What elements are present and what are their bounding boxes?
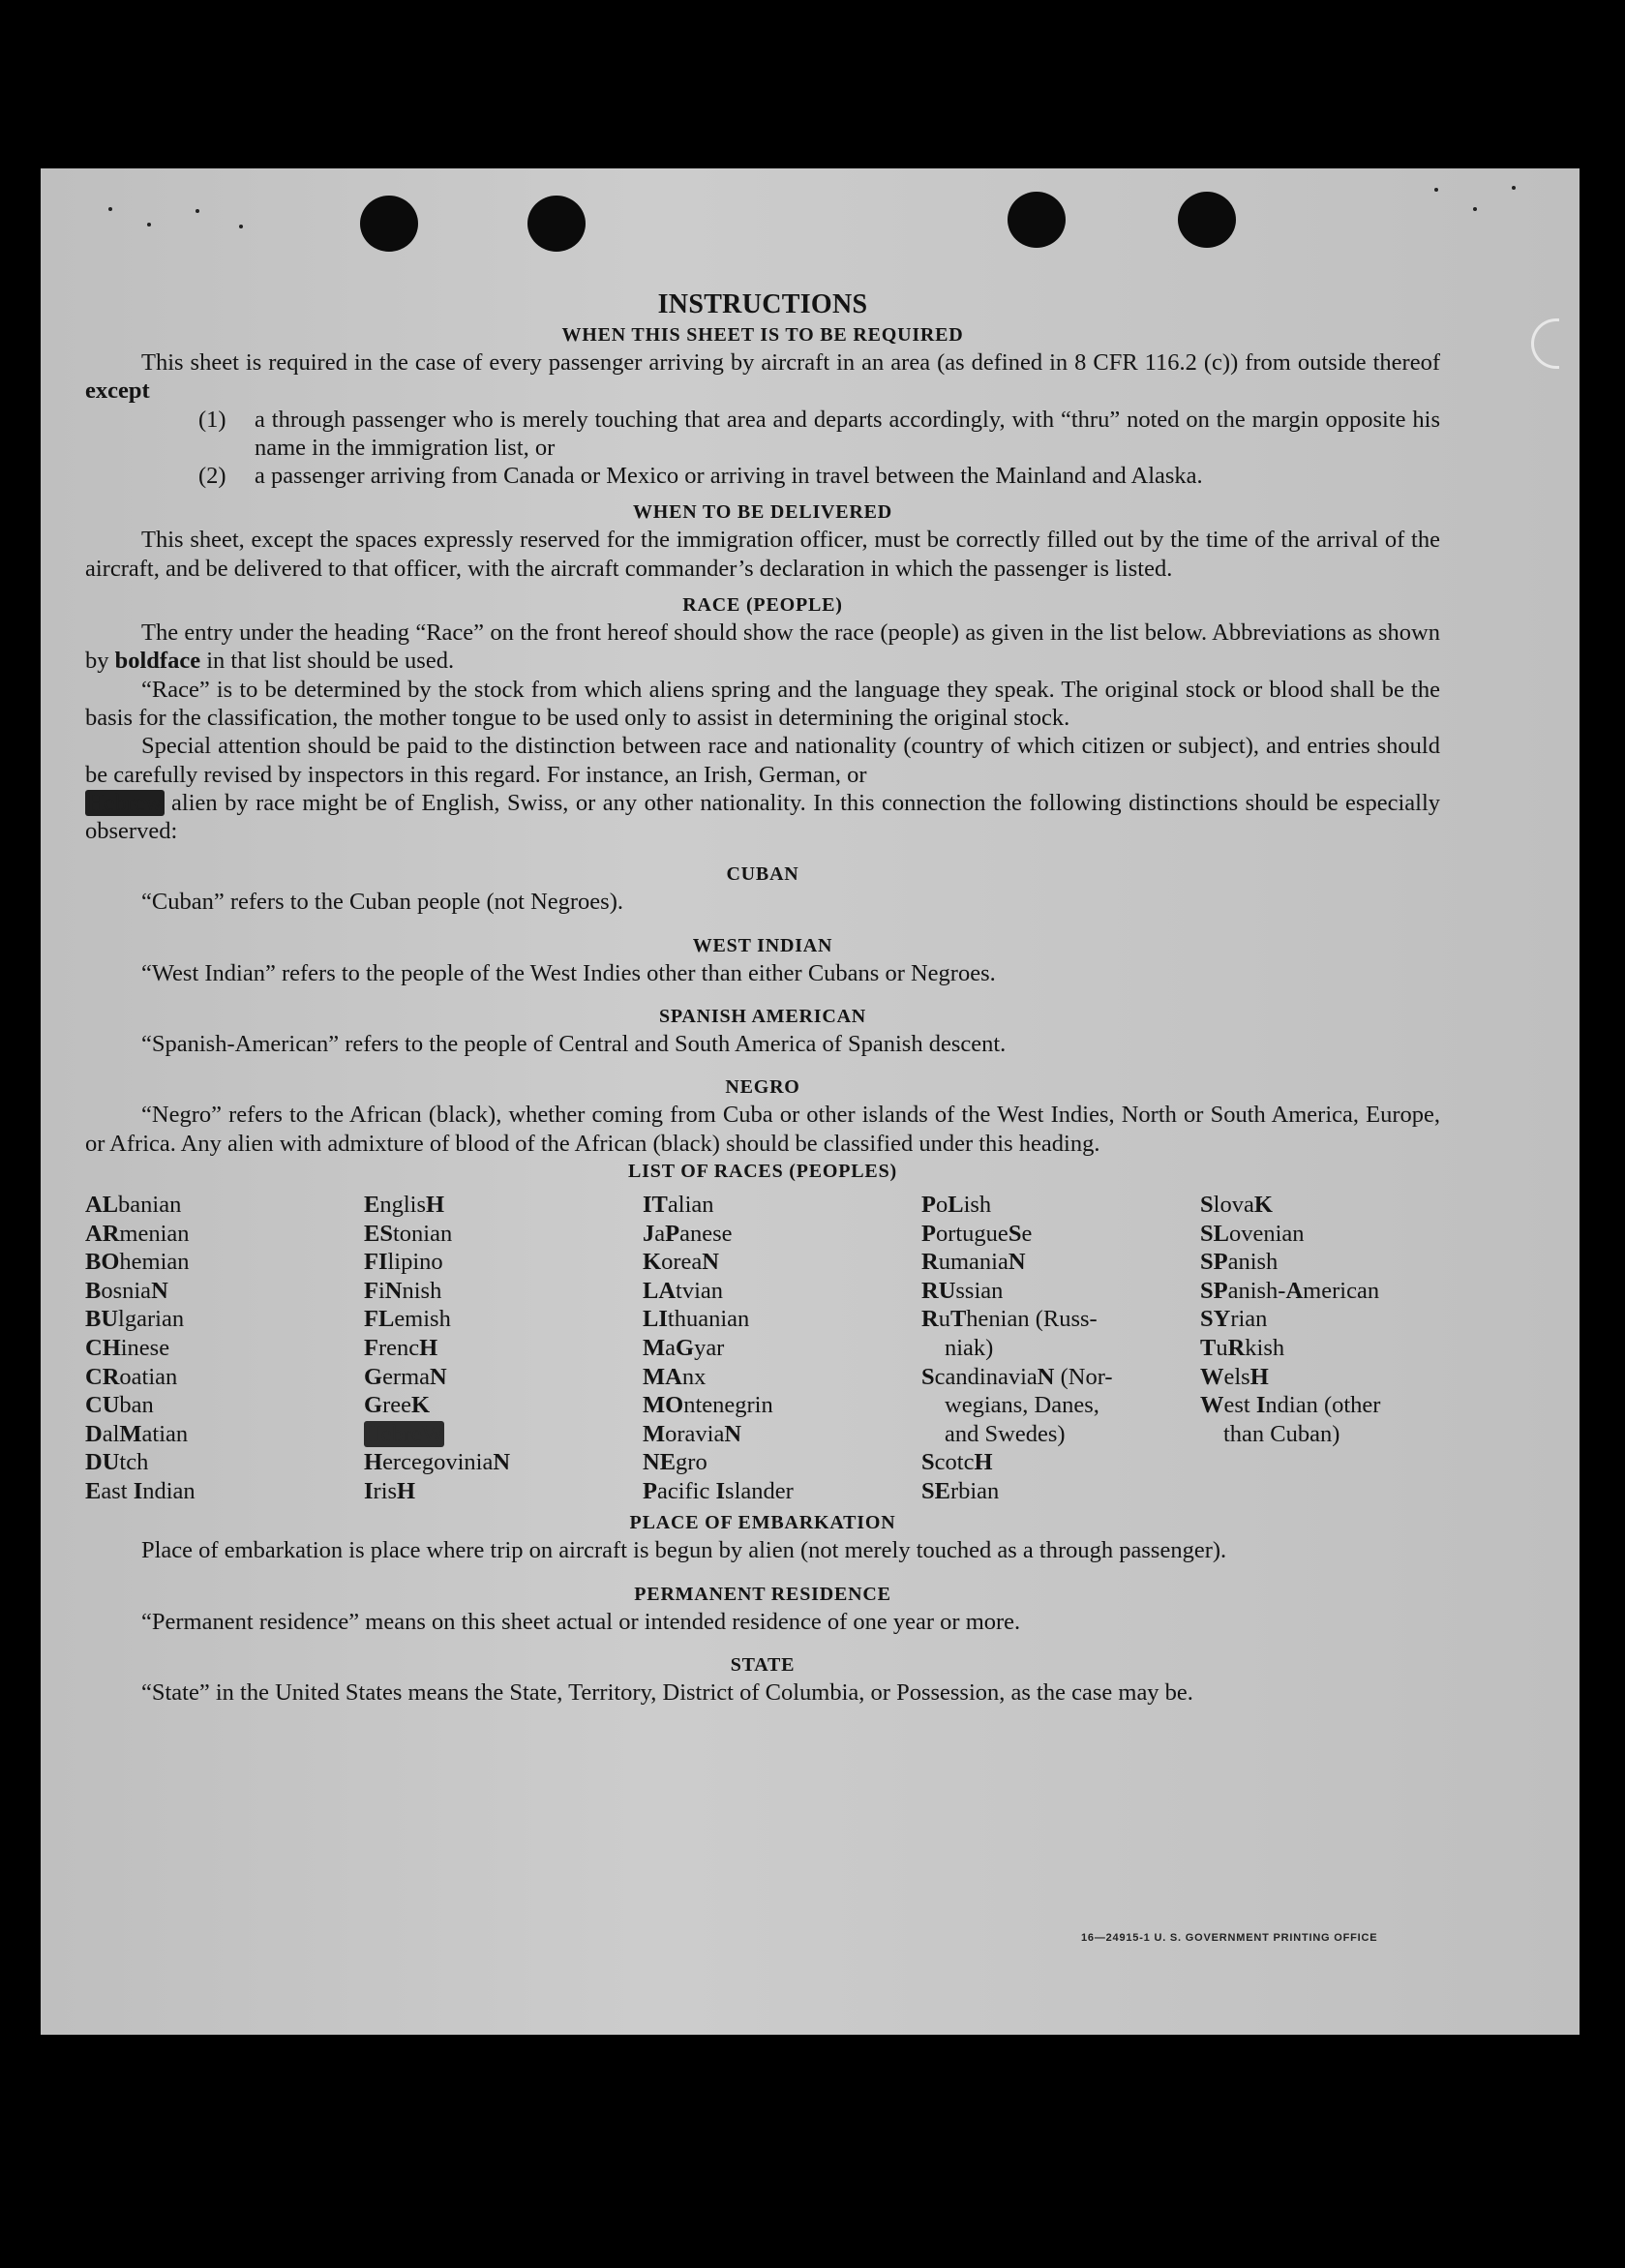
race-entry xyxy=(643,1448,921,1477)
race-text: i xyxy=(377,1277,385,1304)
race-abbrev: CR xyxy=(85,1363,120,1390)
race-entry xyxy=(364,1220,643,1249)
race-abbrev: IT xyxy=(643,1191,668,1218)
race-abbrev: G xyxy=(676,1334,695,1361)
race-abbrev: N xyxy=(1037,1363,1055,1390)
speck xyxy=(239,225,243,228)
race-text: cotc xyxy=(934,1449,975,1476)
race-abbrev: T xyxy=(1200,1334,1217,1361)
paragraph-cuban: “Cuban” refers to the Cuban people (not Negroes). xyxy=(141,889,623,916)
race-text: osnia xyxy=(101,1277,152,1304)
race-text: inese xyxy=(120,1334,170,1361)
race-entry xyxy=(364,1363,643,1392)
race-entry xyxy=(85,1391,364,1420)
race-entry xyxy=(1200,1191,1452,1220)
race-column xyxy=(1200,1191,1452,1506)
race-text: lipino xyxy=(387,1249,443,1276)
race-p1-text: The entry under the heading “Race” on the front hereof should show the race (people) as given in the list below. Abbreviations as shown by xyxy=(85,620,1440,675)
race-entry xyxy=(921,1220,1200,1249)
heading-negro: NEGRO xyxy=(725,1076,800,1099)
race-text: oravia xyxy=(665,1420,725,1447)
race-entry xyxy=(1200,1391,1452,1420)
race-text: hemian xyxy=(119,1249,190,1276)
race-text: yar xyxy=(694,1334,725,1361)
paragraph-race-1 xyxy=(85,619,1440,676)
exception-item xyxy=(198,406,1440,463)
speck xyxy=(1434,188,1438,192)
speck xyxy=(196,209,199,213)
race-entry xyxy=(364,1477,643,1506)
race-abbrev: NE xyxy=(643,1449,677,1476)
race-text: anese xyxy=(679,1220,733,1247)
race-text: kish xyxy=(1245,1334,1285,1361)
punch-hole xyxy=(527,196,586,252)
race-text: emish xyxy=(394,1306,451,1333)
race-abbrev: P xyxy=(921,1191,936,1218)
race-abbrev: R xyxy=(921,1249,939,1276)
speck xyxy=(108,207,112,211)
paragraph-residence: “Permanent residence” means on this sheet actual or intended residence of one year or more. xyxy=(141,1608,1021,1635)
heading-required: WHEN THIS SHEET IS TO BE REQUIRED xyxy=(561,324,964,346)
race-abbrev: I xyxy=(133,1477,143,1504)
race-entry xyxy=(921,1448,1200,1477)
race-entry xyxy=(85,1334,364,1363)
race-entry xyxy=(85,1477,364,1506)
race-entry xyxy=(1200,1220,1452,1249)
race-p1-bold: boldface xyxy=(114,648,201,675)
race-entry xyxy=(643,1277,921,1306)
race-abbrev: R xyxy=(1227,1334,1246,1361)
race-abbrev: H xyxy=(974,1449,993,1476)
race-entry xyxy=(85,1305,364,1334)
race-text: alian xyxy=(667,1191,714,1218)
race-abbrev: T xyxy=(949,1306,967,1333)
race-text: al xyxy=(102,1420,120,1447)
race-abbrev: DU xyxy=(85,1449,120,1476)
race-text: menian xyxy=(119,1220,190,1247)
race-abbrev: M xyxy=(119,1420,142,1447)
race-abbrev: ES xyxy=(364,1220,393,1247)
heading-residence: PERMANENT RESIDENCE xyxy=(634,1583,891,1605)
required-intro-text: This sheet is required in the case of every passenger arriving by aircraft in an area (as defined in 8 CFR 116.2 (c)) from outside thereof xyxy=(141,349,1440,376)
paragraph-required xyxy=(85,348,1440,406)
heading-cuban: CUBAN xyxy=(726,863,799,886)
race-abbrev: SY xyxy=(1200,1306,1231,1333)
race-entry xyxy=(1200,1334,1452,1363)
race-entry xyxy=(85,1248,364,1277)
heading-embarkation: PLACE OF EMBARKATION xyxy=(629,1512,896,1534)
race-abbrev: P xyxy=(921,1220,936,1247)
race-text: rbian xyxy=(949,1477,1000,1504)
race-abbrev: I xyxy=(1255,1392,1266,1419)
race-abbrev: H xyxy=(364,1449,383,1476)
race-list xyxy=(85,1191,1440,1506)
race-abbrev: P xyxy=(665,1220,680,1247)
race-text: ortugue xyxy=(935,1220,1008,1247)
race-text: acific xyxy=(656,1477,716,1504)
race-entry xyxy=(921,1277,1200,1306)
paragraph-spanish-american: “Spanish-American” refers to the people of Central and South America of Spanish descent. xyxy=(141,1031,1007,1058)
race-entry xyxy=(364,1277,643,1306)
race-text: merican xyxy=(1303,1277,1380,1304)
exception-number: (2) xyxy=(198,463,226,490)
race-text: ish xyxy=(963,1191,992,1218)
exception-number: (1) xyxy=(198,406,226,433)
race-abbrev: BO xyxy=(85,1249,120,1276)
race-abbrev: H xyxy=(397,1477,416,1504)
binder-mark xyxy=(1531,318,1559,369)
heading-race-list: LIST OF RACES (PEOPLES) xyxy=(628,1160,897,1182)
race-text: candinavia xyxy=(934,1363,1038,1390)
race-text: nish xyxy=(402,1277,442,1304)
race-abbrev: SE xyxy=(921,1477,950,1504)
race-entry xyxy=(921,1191,1200,1220)
race-abbrev: N xyxy=(702,1249,719,1276)
heading-west-indian: WEST INDIAN xyxy=(692,934,833,956)
race-entry xyxy=(364,1448,643,1477)
race-entry xyxy=(364,1334,643,1363)
race-entry xyxy=(85,1420,364,1449)
race-entry xyxy=(643,1334,921,1363)
race-abbrev: N xyxy=(151,1277,168,1304)
race-abbrev: N xyxy=(724,1420,742,1447)
race-text: a xyxy=(654,1220,666,1247)
heading-delivered: WHEN TO BE DELIVERED xyxy=(632,501,893,524)
race-abbrev: W xyxy=(1200,1363,1224,1390)
printing-office-code: 16—24915-1 U. S. GOVERNMENT PRINTING OFFICE xyxy=(1081,1932,1378,1944)
speck xyxy=(1473,207,1477,211)
race-abbrev: AL xyxy=(85,1191,119,1218)
race-entry xyxy=(643,1477,921,1506)
required-intro-bold: except xyxy=(85,378,150,405)
race-abbrev: CU xyxy=(85,1392,120,1419)
race-text: ris xyxy=(373,1477,398,1504)
race-abbrev: N xyxy=(430,1363,447,1390)
race-text: a xyxy=(665,1334,676,1361)
instructions-content xyxy=(85,288,1440,1707)
race-entry xyxy=(364,1420,643,1449)
race-entry: than Cuban) xyxy=(1223,1420,1340,1447)
page-title: INSTRUCTIONS xyxy=(657,289,868,319)
race-text: slander xyxy=(725,1477,794,1504)
redacted-word: Hebrew xyxy=(87,789,163,816)
paragraph-state: “State” in the United States means the State, Territory, District of Columbia, or Possession, as the case may be. xyxy=(141,1679,1193,1707)
race-abbrev: S xyxy=(1008,1220,1022,1247)
race-text: banian xyxy=(118,1191,182,1218)
race-column xyxy=(643,1191,921,1506)
race-text: ast xyxy=(101,1477,134,1504)
race-text: renc xyxy=(377,1334,420,1361)
race-text: rian xyxy=(1230,1306,1268,1333)
race-column xyxy=(921,1191,1200,1506)
race-abbrev: RU xyxy=(921,1277,956,1304)
race-text: ndian xyxy=(142,1477,196,1504)
race-abbrev: SP xyxy=(1200,1277,1228,1304)
race-abbrev: I xyxy=(715,1477,726,1504)
race-text: (Nor- xyxy=(1054,1363,1113,1390)
race-abbrev: BU xyxy=(85,1306,119,1333)
race-abbrev: F xyxy=(364,1277,378,1304)
race-abbrev: LI xyxy=(643,1306,668,1333)
race-entry xyxy=(643,1420,921,1449)
race-abbrev: H xyxy=(419,1334,438,1361)
race-abbrev: D xyxy=(85,1420,103,1447)
race-entry xyxy=(85,1220,364,1249)
race-entry xyxy=(364,1305,643,1334)
heading-spanish-american: SPANISH AMERICAN xyxy=(658,1006,867,1028)
race-abbrev: K xyxy=(1253,1191,1273,1218)
race-abbrev: E xyxy=(85,1477,102,1504)
race-p3-text: Special attention should be paid to the distinction between race and nationality (country of which citizen or subject), and entries should be carefully revised by inspectors in this regard. For instance, an Irish, German, or xyxy=(85,733,1440,788)
race-entry xyxy=(1200,1305,1452,1334)
race-text: u xyxy=(938,1306,950,1333)
paragraph-negro: “Negro” refers to the African (black), whether coming from Cuba or other islands of the West Indies, North or South America, Europe, or Africa. Any alien with admixture of blood of the African (black) should be classified under this heading. xyxy=(85,1102,1440,1157)
race-text: ssian xyxy=(955,1277,1004,1304)
speck xyxy=(147,223,151,227)
race-entry: and Swedes) xyxy=(945,1420,1066,1447)
race-text: nx xyxy=(681,1363,707,1390)
race-entry xyxy=(643,1220,921,1249)
race-entry xyxy=(1200,1277,1452,1306)
race-abbrev: H xyxy=(426,1191,445,1218)
race-entry xyxy=(643,1391,921,1420)
race-text: ree xyxy=(382,1392,411,1419)
race-abbrev: E xyxy=(364,1191,380,1218)
exception-item xyxy=(198,462,1440,490)
race-entry xyxy=(1200,1248,1452,1277)
race-text: ntenegrin xyxy=(683,1392,773,1419)
race-abbrev: G xyxy=(364,1363,383,1390)
race-text: est xyxy=(1223,1392,1256,1419)
race-entry xyxy=(85,1277,364,1306)
race-entry xyxy=(643,1191,921,1220)
race-abbrev: S xyxy=(1200,1191,1214,1218)
race-entry xyxy=(364,1391,643,1420)
speck xyxy=(1512,186,1516,190)
race-text: tch xyxy=(119,1449,149,1476)
race-abbrev: M xyxy=(643,1334,666,1361)
race-abbrev: H xyxy=(1249,1363,1269,1390)
race-abbrev: F xyxy=(364,1334,378,1361)
race-text: umania xyxy=(938,1249,1008,1276)
race-entry xyxy=(643,1248,921,1277)
race-entry: niak) xyxy=(945,1334,994,1361)
race-p3-text-end: alien by race might be of English, Swiss, or any other nationality. In this connection the following distinctions should be especially observed: xyxy=(85,789,1441,845)
race-abbrev: SP xyxy=(1200,1249,1228,1276)
race-abbrev: R xyxy=(921,1306,939,1333)
race-entry xyxy=(921,1305,1200,1334)
exception-text: a through passenger who is merely touching that area and departs accordingly, with “thru” noted on the margin opposite his name in the immigration list, or xyxy=(255,406,1440,461)
race-abbrev: N xyxy=(1008,1249,1026,1276)
race-text: ercegovinia xyxy=(382,1449,494,1476)
race-abbrev: K xyxy=(643,1249,662,1276)
race-text: nglis xyxy=(379,1191,426,1218)
race-entry xyxy=(364,1191,643,1220)
race-text: tonian xyxy=(392,1220,453,1247)
race-entry xyxy=(85,1448,364,1477)
race-text: ndian (other xyxy=(1265,1392,1381,1419)
race-text: thuanian xyxy=(667,1306,750,1333)
paragraph-race-3 xyxy=(85,732,1440,845)
race-entry xyxy=(643,1363,921,1392)
race-abbrev: LA xyxy=(643,1277,677,1304)
race-abbrev: W xyxy=(1200,1392,1224,1419)
paragraph-embarkation: Place of embarkation is place where trip on aircraft is begun by alien (not merely touched as a through passenger). xyxy=(141,1537,1227,1564)
race-abbrev: N xyxy=(493,1449,511,1476)
race-abbrev: MA xyxy=(643,1363,682,1390)
race-text: orea xyxy=(661,1249,703,1276)
punch-hole xyxy=(360,196,418,252)
race-text: anish xyxy=(1227,1249,1279,1276)
race-abbrev: G xyxy=(364,1392,383,1419)
race-abbrev: AR xyxy=(85,1220,120,1247)
race-abbrev: L xyxy=(948,1191,964,1218)
race-entry xyxy=(921,1248,1200,1277)
race-text: gro xyxy=(676,1449,707,1476)
race-entry xyxy=(1200,1363,1452,1392)
race-text: ban xyxy=(119,1392,154,1419)
redacted-race: HebreW xyxy=(364,1420,444,1447)
race-abbrev: N xyxy=(384,1277,403,1304)
race-column xyxy=(364,1191,643,1506)
race-abbrev: S xyxy=(921,1449,935,1476)
paragraph-race-2: “Race” is to be determined by the stock from which aliens spring and the language they speak. The original stock or blood shall be the basis for the classification, the mother tongue to be used only to assist in determining the original stock. xyxy=(85,676,1440,731)
race-abbrev: P xyxy=(643,1477,657,1504)
race-text: oatian xyxy=(119,1363,178,1390)
race-entry: wegians, Danes, xyxy=(945,1392,1099,1419)
race-entry xyxy=(921,1477,1200,1506)
race-text: tvian xyxy=(676,1277,724,1304)
paragraph-west-indian: “West Indian” refers to the people of the West Indies other than either Cubans or Negroes. xyxy=(141,959,996,986)
race-entry xyxy=(364,1248,643,1277)
heading-race: RACE (PEOPLE) xyxy=(682,594,843,617)
race-entry xyxy=(643,1305,921,1334)
race-entry xyxy=(85,1191,364,1220)
paragraph-delivered: This sheet, except the spaces expressly reserved for the immigration officer, must be correctly filled out by the time of the arrival of the aircraft, and be delivered to that officer, with the aircraft commander’s declaration in which the passenger is listed. xyxy=(85,527,1440,582)
race-abbrev: CH xyxy=(85,1334,121,1361)
race-text: henian (Russ- xyxy=(966,1306,1098,1333)
race-abbrev: FI xyxy=(364,1249,388,1276)
race-text: lgarian xyxy=(118,1306,185,1333)
race-text: anish- xyxy=(1227,1277,1286,1304)
punch-hole xyxy=(1008,192,1066,248)
heading-state: STATE xyxy=(730,1654,796,1677)
race-abbrev: B xyxy=(85,1277,102,1304)
race-abbrev: S xyxy=(921,1363,935,1390)
race-column xyxy=(85,1191,364,1506)
race-abbrev: K xyxy=(410,1392,431,1419)
exception-text: a passenger arriving from Canada or Mexico or arriving in travel between the Mainland and Alaska. xyxy=(255,463,1203,490)
race-abbrev: I xyxy=(364,1477,374,1504)
race-entry xyxy=(921,1363,1200,1392)
race-text: u xyxy=(1216,1334,1228,1361)
race-abbrev: FL xyxy=(364,1306,395,1333)
race-text: ovenian xyxy=(1228,1220,1305,1247)
race-p1-text-end: in that list should be used. xyxy=(206,648,455,675)
race-abbrev: SL xyxy=(1200,1220,1229,1247)
race-entry xyxy=(85,1363,364,1392)
race-text: atian xyxy=(141,1420,189,1447)
punch-hole xyxy=(1178,192,1236,248)
race-abbrev: J xyxy=(643,1220,655,1247)
race-text: o xyxy=(935,1191,948,1218)
race-abbrev: MO xyxy=(643,1392,684,1419)
race-abbrev: A xyxy=(1285,1277,1304,1304)
race-text: erma xyxy=(382,1363,431,1390)
race-text: lova xyxy=(1213,1191,1254,1218)
race-text: els xyxy=(1223,1363,1250,1390)
race-abbrev: M xyxy=(643,1420,666,1447)
race-text: e xyxy=(1021,1220,1033,1247)
